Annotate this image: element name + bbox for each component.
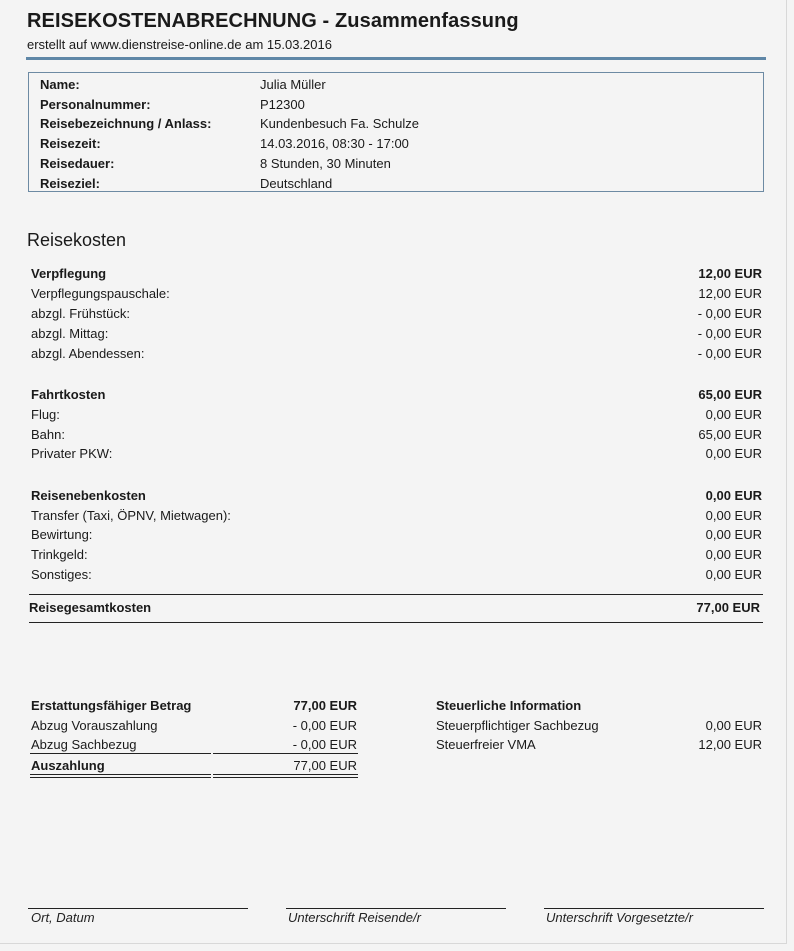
cost-item-label: Privater PKW: bbox=[31, 446, 113, 461]
tax-value: 0,00 EUR bbox=[705, 718, 762, 733]
section-title-reisekosten: Reisekosten bbox=[27, 230, 127, 250]
payout-value: - 0,00 EUR bbox=[292, 737, 357, 752]
payout-double-rule bbox=[213, 774, 358, 775]
payout-row-erstattung bbox=[31, 698, 357, 717]
cost-item-label: Flug: bbox=[31, 407, 60, 422]
signature-label-reisende: Unterschrift Reisende/r bbox=[288, 910, 421, 925]
info-value: Julia Müller bbox=[260, 77, 326, 92]
cost-group-nebenkosten bbox=[31, 488, 762, 507]
cost-item-value: - 0,00 EUR bbox=[697, 326, 762, 341]
cost-group-total: 65,00 EUR bbox=[698, 387, 762, 402]
cost-group-label: Reisenebenkosten bbox=[31, 488, 146, 503]
cost-item bbox=[31, 286, 762, 305]
cost-item-value: 0,00 EUR bbox=[705, 508, 762, 523]
cost-item-label: Trinkgeld: bbox=[31, 547, 88, 562]
cost-item-value: 0,00 EUR bbox=[705, 567, 762, 582]
payout-result-label: Auszahlung bbox=[31, 758, 105, 773]
document-subtitle: erstellt auf www.dienstreise-online.de am 15.03.2016 bbox=[27, 37, 332, 52]
cost-item bbox=[31, 508, 762, 527]
payout-label: Abzug Sachbezug bbox=[31, 737, 137, 752]
info-label: Reisezeit: bbox=[40, 136, 101, 151]
cost-group-label: Fahrtkosten bbox=[31, 387, 106, 402]
grand-total-label: Reisegesamtkosten bbox=[29, 600, 152, 615]
info-label: Reiseziel: bbox=[40, 176, 100, 191]
cost-item bbox=[31, 427, 762, 446]
info-value: Deutschland bbox=[260, 176, 333, 191]
tax-label: Steuerfreier VMA bbox=[436, 737, 536, 752]
cost-item bbox=[31, 547, 762, 566]
info-value: Kundenbesuch Fa. Schulze bbox=[260, 116, 419, 131]
cost-item-label: abzgl. Frühstück: bbox=[31, 306, 130, 321]
cost-item-value: 0,00 EUR bbox=[705, 446, 762, 461]
cost-item bbox=[31, 527, 762, 546]
info-value: P12300 bbox=[260, 97, 305, 112]
cost-item bbox=[31, 326, 762, 345]
payout-double-rule bbox=[30, 774, 211, 775]
total-top-rule bbox=[29, 594, 763, 595]
cost-item bbox=[31, 567, 762, 586]
payout-double-rule bbox=[213, 777, 358, 778]
cost-item bbox=[31, 306, 762, 325]
cost-group-total: 0,00 EUR bbox=[705, 488, 762, 503]
header-rule bbox=[26, 57, 766, 60]
cost-item bbox=[31, 446, 762, 465]
cost-item bbox=[31, 407, 762, 426]
cost-item-value: 0,00 EUR bbox=[705, 407, 762, 422]
payout-rule bbox=[30, 753, 211, 754]
cost-item-value: - 0,00 EUR bbox=[697, 346, 762, 361]
signature-line-vorgesetzte bbox=[544, 908, 764, 909]
grand-total-value: 77,00 EUR bbox=[696, 600, 760, 615]
info-value: 14.03.2016, 08:30 - 17:00 bbox=[260, 136, 409, 151]
signature-label-ort-datum: Ort, Datum bbox=[31, 910, 95, 925]
cost-item-label: abzgl. Mittag: bbox=[31, 326, 109, 341]
cost-item-value: - 0,00 EUR bbox=[697, 306, 762, 321]
signature-line-reisende bbox=[286, 908, 506, 909]
info-label: Reisebezeichnung / Anlass: bbox=[40, 116, 212, 131]
payout-label: Erstattungsfähiger Betrag bbox=[31, 698, 192, 713]
traveler-info-box bbox=[28, 72, 764, 192]
cost-group-total: 12,00 EUR bbox=[698, 266, 762, 281]
tax-title bbox=[436, 698, 762, 717]
cost-item bbox=[31, 346, 762, 365]
cost-item-value: 65,00 EUR bbox=[698, 427, 762, 442]
info-value: 8 Stunden, 30 Minuten bbox=[260, 156, 391, 171]
cost-group-label: Verpflegung bbox=[31, 266, 107, 281]
document-title: REISEKOSTENABRECHNUNG - Zusammenfassung bbox=[27, 10, 519, 32]
cost-item-label: Sonstiges: bbox=[31, 567, 92, 582]
payout-value: 77,00 EUR bbox=[293, 698, 357, 713]
payout-label: Abzug Vorauszahlung bbox=[31, 718, 158, 733]
cost-item-label: Bahn: bbox=[31, 427, 65, 442]
cost-item-label: Verpflegungspauschale: bbox=[31, 286, 170, 301]
cost-group-verpflegung bbox=[31, 266, 762, 285]
tax-row-vma bbox=[436, 737, 762, 756]
tax-label: Steuerpflichtiger Sachbezug bbox=[436, 718, 599, 733]
tax-value: 12,00 EUR bbox=[698, 737, 762, 752]
payout-result-value: 77,00 EUR bbox=[293, 758, 357, 773]
cost-item-value: 0,00 EUR bbox=[705, 547, 762, 562]
signature-line-ort-datum bbox=[28, 908, 248, 909]
info-label: Reisedauer: bbox=[40, 156, 115, 171]
cost-item-label: Transfer (Taxi, ÖPNV, Mietwagen): bbox=[31, 508, 231, 523]
tax-row-sachbezug bbox=[436, 718, 762, 737]
cost-item-label: Bewirtung: bbox=[31, 527, 93, 542]
payout-row-vorauszahlung bbox=[31, 718, 357, 737]
cost-item-value: 0,00 EUR bbox=[705, 527, 762, 542]
total-bottom-rule bbox=[29, 622, 763, 623]
cost-item-label: abzgl. Abendessen: bbox=[31, 346, 145, 361]
info-label: Name: bbox=[40, 77, 80, 92]
tax-title-label: Steuerliche Information bbox=[436, 698, 582, 713]
payout-value: - 0,00 EUR bbox=[292, 718, 357, 733]
cost-group-fahrtkosten bbox=[31, 387, 762, 406]
cost-item-value: 12,00 EUR bbox=[698, 286, 762, 301]
payout-double-rule bbox=[30, 777, 211, 778]
info-label: Personalnummer: bbox=[40, 97, 151, 112]
signature-label-vorgesetzte: Unterschrift Vorgesetzte/r bbox=[546, 910, 693, 925]
payout-rule bbox=[213, 753, 358, 754]
